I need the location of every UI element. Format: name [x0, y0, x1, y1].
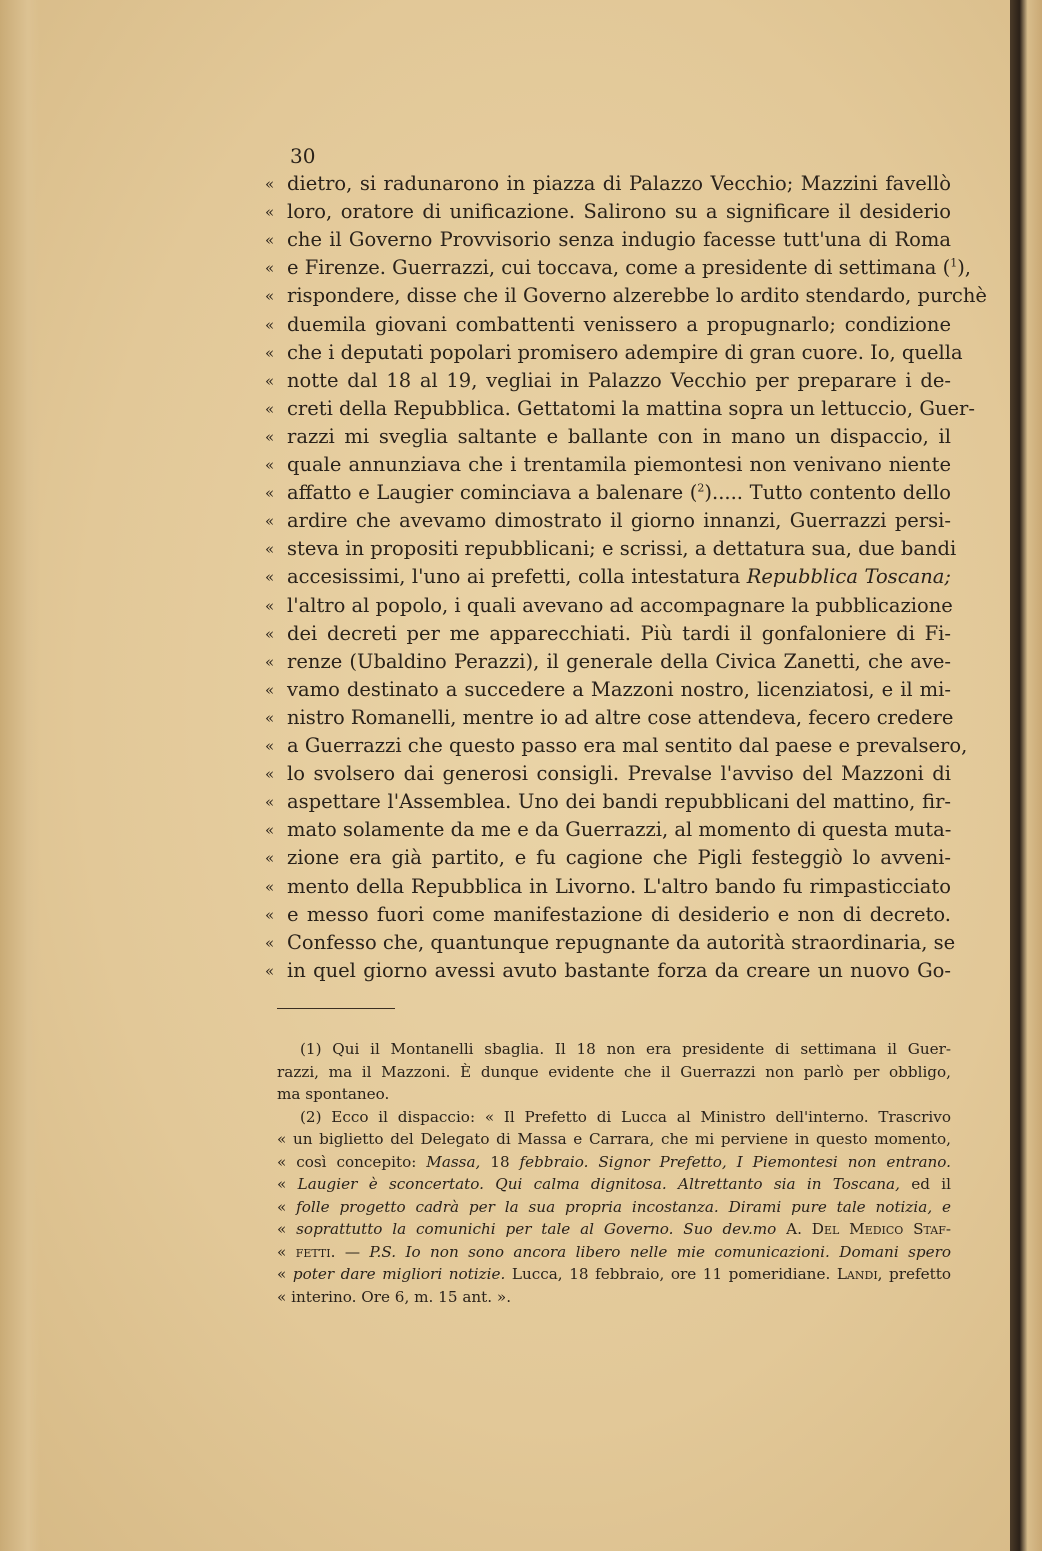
- footnote-line: [277, 1241, 951, 1263]
- text-segment: Lucca, 18 febbraio, ore 11 pomeridiane.: [505, 1265, 837, 1283]
- text-segment: affatto e Laugier cominciava a balenare (: [287, 481, 698, 505]
- quote-mark: «: [265, 737, 275, 755]
- text-segment: Massa,: [426, 1152, 481, 1171]
- quote-mark: «: [265, 484, 275, 503]
- text-segment: renze (Ubaldino Perazzi), il generale della Civica Zanetti, che ave-: [287, 649, 951, 673]
- text-segment: ed il: [899, 1175, 951, 1193]
- quote-mark: «: [265, 175, 275, 193]
- text-line: [287, 873, 951, 901]
- text-line: [287, 901, 951, 929]
- text-segment: razzi, ma il Mazzoni. È dunque evidente che il Guerrazzi non parlò per obbligo,: [277, 1062, 951, 1081]
- text-line: [287, 816, 951, 844]
- text-segment: ardire che avevamo dimostrato il giorno innanzi, Guerrazzi persi-: [287, 509, 951, 533]
- text-segment: mato solamente da me e da Guerrazzi, al momento di questa muta-: [287, 818, 952, 842]
- text-line: [287, 648, 951, 676]
- text-segment: (2) Ecco il dispaccio: « Il Prefetto di Lucca al Ministro dell'interno. Trascrivo: [300, 1107, 951, 1126]
- text-line: [287, 282, 987, 310]
- footnote-reference: 1: [950, 256, 958, 270]
- quote-mark: «: [265, 708, 275, 727]
- footnote-line: [300, 1038, 951, 1060]
- text-line: [287, 479, 951, 507]
- text-line: [287, 676, 951, 704]
- text-line: [287, 732, 968, 760]
- quote-mark: «: [265, 568, 275, 587]
- quote-mark: «: [265, 540, 275, 559]
- text-line: [287, 339, 963, 367]
- quote-mark: «: [265, 849, 275, 868]
- text-segment: dei decreti per me apparecchiati. Più tardi il gonfaloniere di Fi-: [287, 621, 951, 645]
- text-line: [287, 198, 951, 226]
- footnote-line: [277, 1083, 951, 1105]
- text-line: [287, 395, 975, 423]
- text-segment: notte dal 18 al 19, vegliai in Palazzo Vecchio per preparare i de-: [287, 368, 951, 392]
- text-segment: steva in propositi repubblicani; e scrissi, a dettatura sua, due bandi: [287, 537, 957, 561]
- text-segment: (1) Qui il Montanelli sbaglia. Il 18 non era presidente di settimana il Guer-: [300, 1040, 951, 1058]
- text-line: [287, 170, 951, 198]
- text-segment: folle progetto cadrà per la sua propria incostanza. Dirami pure tale notizia, e: [296, 1197, 951, 1216]
- text-line: [287, 226, 951, 254]
- quote-mark: «: [265, 315, 275, 334]
- text-segment: «: [277, 1242, 296, 1261]
- text-segment: creti della Repubblica. Gettatomi la mattina sopra un lettuccio, Guer-: [287, 396, 975, 420]
- text-line: [287, 563, 951, 591]
- text-segment: a Guerrazzi che questo passo era mal sentito dal paese e prevalsero,: [287, 734, 968, 757]
- text-line: [287, 620, 951, 648]
- text-segment: dietro, si radunarono in piazza di Palazzo Vecchio; Mazzini favellò: [287, 172, 951, 195]
- text-segment: che i deputati popolari promisero adempire di gran cuore. Io, quella: [287, 340, 963, 364]
- text-line: [287, 592, 951, 620]
- text-segment: —: [335, 1242, 370, 1261]
- text-line: [287, 451, 951, 479]
- text-segment: quale annunziava che i trentamila piemontesi non venivano niente: [287, 453, 951, 476]
- text-segment: 18: [480, 1152, 520, 1171]
- footnote-line: [277, 1151, 951, 1173]
- footnote-line: [277, 1263, 951, 1285]
- footnote-line: [300, 1106, 951, 1128]
- text-segment: febbraio. Signor Prefetto, I Piemontesi non entrano.: [519, 1152, 951, 1171]
- quote-mark: «: [265, 793, 275, 812]
- text-segment: e messo fuori come manifestazione di desiderio e non di decreto.: [287, 902, 951, 926]
- text-segment: Confesso che, quantunque repugnante da autorità straordinaria, se: [287, 930, 956, 954]
- quote-mark: «: [265, 596, 275, 615]
- quote-mark: «: [265, 652, 275, 671]
- text-segment: mento della Repubblica in Livorno. L'altro bando fu rimpasticciato: [287, 874, 951, 898]
- text-segment: «: [277, 1197, 297, 1216]
- quote-mark: «: [265, 765, 275, 784]
- quote-mark: «: [265, 259, 275, 278]
- quote-mark: «: [265, 287, 275, 306]
- text-line: [287, 367, 951, 395]
- quote-mark: «: [265, 512, 275, 531]
- quote-mark: «: [265, 905, 275, 924]
- text-segment: duemila giovani combattenti venissero a propugnarlo; condizione: [287, 312, 951, 336]
- footnote-reference: 2: [697, 481, 705, 495]
- text-line: [287, 760, 951, 788]
- text-segment: accesissimi, l'uno ai prefetti, colla intestatura: [287, 565, 747, 589]
- text-segment: e Firenze. Guerrazzi, cui toccava, come a presidente di settimana (: [287, 256, 951, 280]
- text-segment: A.: [776, 1220, 812, 1238]
- footnote-line: [277, 1218, 951, 1240]
- text-line: [287, 535, 957, 563]
- quote-mark: «: [265, 371, 275, 390]
- page-number: 30: [290, 144, 316, 168]
- quote-mark: «: [265, 821, 275, 840]
- quote-mark: «: [265, 877, 275, 896]
- text-segment: zione era già partito, e fu cagione che Pigli festeggiò lo avveni-: [287, 846, 951, 870]
- footnote-line: [277, 1128, 951, 1150]
- text-segment: )..... Tutto contento dello: [704, 481, 951, 505]
- text-segment: lo svolsero dai generosi consigli. Prevalse l'avviso del Mazzoni di: [287, 762, 951, 786]
- text-segment: Laugier è sconcertato. Qui calma dignitosa. Altrettanto sia in Toscana,: [297, 1175, 900, 1193]
- text-segment: , prefetto: [877, 1265, 951, 1283]
- text-segment: aspettare l'Assemblea. Uno dei bandi repubblicani del mattino, fir-: [287, 790, 951, 814]
- text-segment: «: [277, 1220, 297, 1238]
- quote-mark: «: [265, 680, 275, 699]
- text-line: [287, 957, 951, 985]
- footnote-line: [277, 1173, 951, 1195]
- text-segment: l'altro al popolo, i quali avevano ad accompagnare la pubblicazione: [287, 593, 953, 617]
- text-line: [287, 311, 951, 339]
- text-segment: ma spontaneo.: [277, 1085, 390, 1103]
- footnote-line: [277, 1061, 951, 1083]
- text-segment: « interino. Ore 6, m. 15 ant. ».: [277, 1287, 512, 1306]
- text-segment: che il Governo Provvisorio senza indugio facesse tutt'una di Roma: [287, 228, 951, 252]
- text-segment: «: [277, 1175, 298, 1193]
- text-segment: « così concepito:: [277, 1152, 427, 1171]
- quote-mark: «: [265, 933, 275, 952]
- text-line: [287, 844, 951, 872]
- text-segment: ),: [957, 256, 972, 280]
- text-line: [287, 507, 951, 535]
- quote-mark: «: [265, 343, 275, 362]
- text-segment: P.S. Io non sono ancora libero nelle mie comunicazioni. Domani spero: [369, 1242, 951, 1261]
- quote-mark: «: [265, 231, 275, 250]
- quote-mark: «: [265, 624, 275, 643]
- footnote-line: [277, 1196, 951, 1218]
- page-gutter-shadow: [0, 0, 40, 1551]
- text-segment: vamo destinato a succedere a Mazzoni nostro, licenziatosi, e il mi-: [287, 677, 951, 701]
- footnote-line: [277, 1286, 951, 1308]
- text-segment: rispondere, disse che il Governo alzerebbe lo ardito stendardo, purchè: [287, 284, 987, 308]
- next-page-edge: [1010, 0, 1042, 1551]
- footnote-separator: [277, 1008, 395, 1009]
- quote-mark: «: [265, 961, 275, 980]
- text-segment: razzi mi sveglia saltante e ballante con in mano un dispaccio, il: [287, 424, 951, 448]
- text-line: [287, 254, 972, 282]
- text-segment: « un biglietto del Delegato di Massa e Carrara, che mi perviene in questo momento,: [277, 1130, 951, 1148]
- quote-mark: «: [265, 203, 275, 222]
- text-line: [287, 788, 951, 816]
- text-segment: Repubblica Toscana;: [746, 565, 951, 589]
- text-segment: fetti.: [295, 1242, 336, 1261]
- text-segment: Del Medico Staf-: [811, 1220, 952, 1238]
- text-segment: in quel giorno avessi avuto bastante forza da creare un nuovo Go-: [287, 958, 951, 982]
- text-segment: poter dare migliori notizie.: [292, 1265, 506, 1283]
- text-segment: nistro Romanelli, mentre io ad altre cose attendeva, fecero credere: [287, 705, 954, 729]
- text-segment: Landi: [836, 1265, 878, 1283]
- text-line: [287, 423, 951, 451]
- text-segment: loro, oratore di unificazione. Salirono su a significare il desiderio: [287, 200, 951, 224]
- text-line: [287, 704, 954, 732]
- quote-mark: «: [265, 399, 275, 418]
- quote-mark: «: [265, 456, 275, 474]
- text-segment: soprattutto la comunichi per tale al Governo. Suo dev.mo: [296, 1220, 777, 1238]
- text-line: [287, 929, 956, 957]
- quote-mark: «: [265, 427, 275, 446]
- text-segment: «: [277, 1265, 293, 1283]
